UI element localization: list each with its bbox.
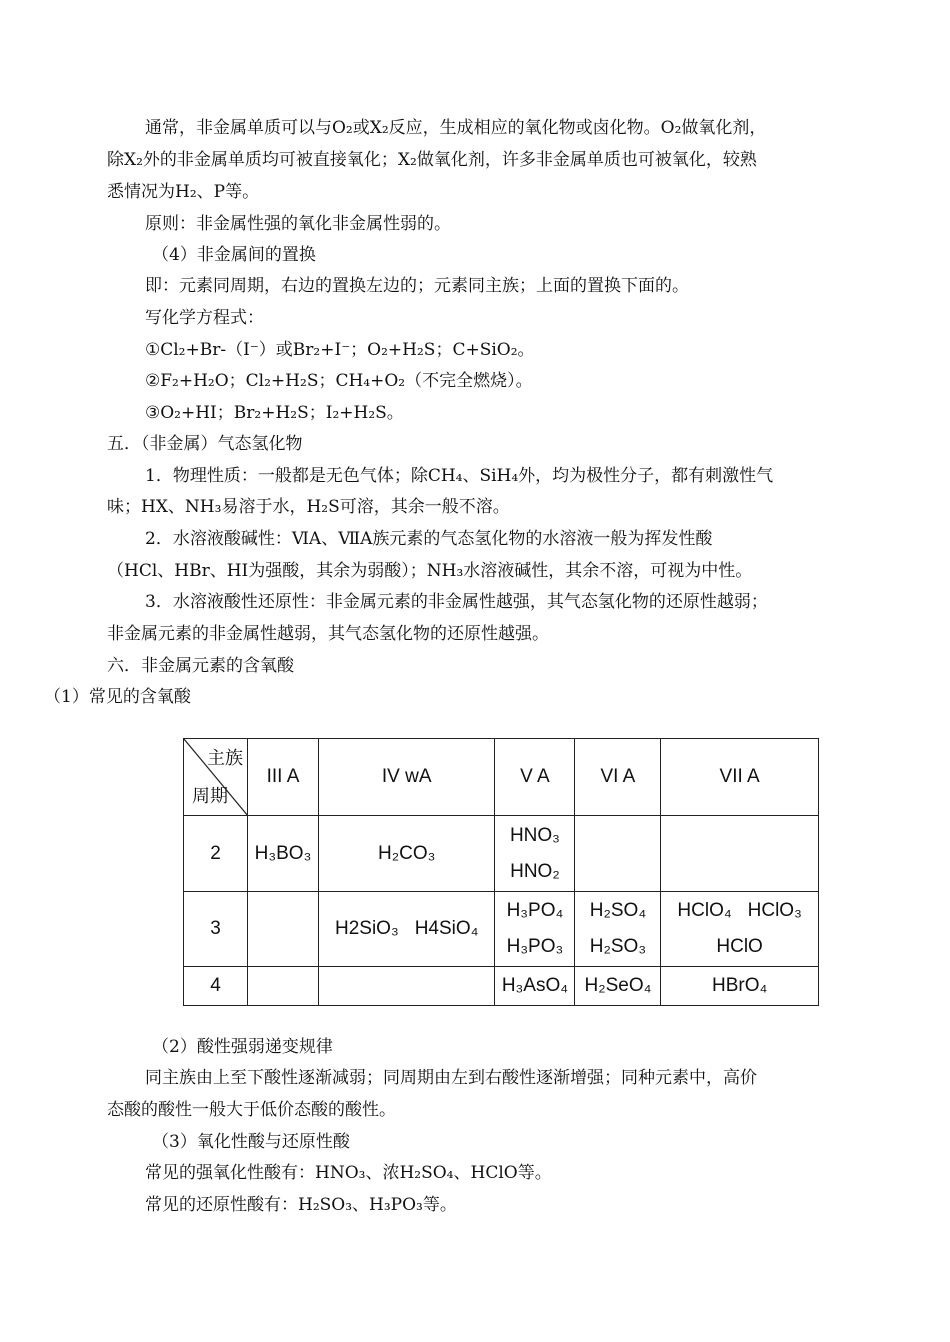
acid-cell-empty [248, 892, 319, 967]
subsection-heading: （2）酸性强弱递变规律 [152, 1037, 333, 1057]
paragraph-line: 同主族由上至下酸性逐渐减弱；同周期由左到右酸性逐渐增强；同种元素中，高价 [145, 1068, 757, 1088]
acid-formula: H₂SO₄ [589, 900, 647, 921]
column-header: V A [495, 739, 575, 816]
acid-cell [319, 892, 495, 967]
acid-formula: HClO₄ [677, 900, 732, 921]
table-header-row [184, 739, 819, 816]
acid-formula: H₃BO₃ [254, 842, 312, 864]
paragraph-line: 常见的强氧化性酸有：HNO₃、浓H₂SO₄、HClO等。 [145, 1163, 552, 1183]
acid-formula: H₃PO₃ [506, 936, 564, 957]
rule-text: 即：元素同周期，右边的置换左边的；元素同主族；上面的置换下面的。 [145, 276, 689, 296]
acid-formula: H2SiO₃ [335, 918, 399, 939]
period-cell: 3 [184, 892, 248, 967]
acid-formula: H4SiO₄ [414, 918, 479, 939]
column-header: VI A [575, 739, 661, 816]
acid-cell [661, 892, 818, 967]
equation-line: ③O₂+HI；Br₂+H₂S；I₂+H₂S。 [145, 403, 404, 423]
instruction-text: 写化学方程式： [145, 308, 264, 328]
section-heading: 五．（非金属）气态氢化物 [107, 434, 303, 454]
section-heading: （4）非金属间的置换 [152, 245, 316, 265]
acid-cell [495, 892, 575, 967]
paragraph-line: 非金属元素的非金属性越弱，其气态氢化物的还原性越强。 [107, 624, 549, 644]
acid-formula: HClO₃ [747, 900, 802, 921]
period-cell: 2 [184, 816, 248, 892]
table-row [184, 967, 819, 1006]
group-label: 主族 [207, 748, 243, 768]
period-label: 周期 [192, 786, 228, 806]
acid-formula: H₂SeO₄ [584, 975, 652, 996]
column-header: III A [248, 739, 319, 816]
paragraph-line: 常见的还原性酸有：H₂SO₃、H₃PO₃等。 [145, 1195, 457, 1215]
column-header: VII A [661, 739, 818, 816]
acid-cell [248, 816, 319, 892]
section-heading: 六．非金属元素的含氧酸 [107, 656, 294, 676]
acid-formula: H₃PO₄ [506, 900, 564, 921]
paragraph-line: 3．水溶液酸性还原性：非金属元素的非金属性越强，其气态氢化物的还原性越弱； [145, 592, 768, 612]
paragraph-line: 悉情况为H₂、P等。 [107, 182, 260, 202]
acid-cell [495, 967, 575, 1006]
column-header: IV wA [319, 739, 495, 816]
acid-formula: HNO₂ [510, 860, 560, 882]
table-row [184, 892, 819, 967]
acid-cell-empty [319, 967, 495, 1006]
equation-line: ①Cl₂+Br-（I⁻）或Br₂+I⁻；O₂+H₂S；C+SiO₂。 [145, 340, 535, 360]
acid-cell [575, 967, 661, 1006]
acid-formula: H₂CO₃ [378, 842, 436, 864]
subsection-heading: （3）氧化性酸与还原性酸 [152, 1132, 350, 1152]
acid-formula: HClO [716, 936, 763, 957]
paragraph-line: 2．水溶液酸碱性：ⅥA、ⅦA族元素的气态氢化物的水溶液一般为挥发性酸 [145, 529, 713, 549]
acid-formula: H₂SO₃ [589, 936, 647, 957]
table-row [184, 816, 819, 892]
paragraph-line: 味；HX、NH₃易溶于水，H₂S可溶，其余一般不溶。 [107, 497, 510, 517]
acid-cell [495, 816, 575, 892]
acid-cell [575, 892, 661, 967]
table-corner-cell [184, 739, 248, 816]
equation-line: ②F₂+H₂O；Cl₂+H₂S；CH₄+O₂（不完全燃烧）。 [145, 371, 533, 391]
acid-cell [319, 816, 495, 892]
paragraph-line: 除X₂外的非金属单质均可被直接氧化；X₂做氧化剂，许多非金属单质也可被氧化，较熟 [107, 150, 757, 170]
period-cell: 4 [184, 967, 248, 1006]
acid-formula: HNO₃ [509, 824, 560, 846]
paragraph-line: 1．物理性质：一般都是无色气体；除CH₄、SiH₄外，均为极性分子，都有刺激性气 [145, 466, 774, 486]
acid-cell-empty [661, 816, 818, 892]
acid-cell [661, 967, 818, 1006]
acid-cell-empty [248, 967, 319, 1006]
paragraph-line: （HCl、HBr、HI为强酸，其余为弱酸）；NH₃水溶液碱性，其余不溶，可视为中性。 [107, 561, 753, 581]
oxyacid-table [183, 738, 819, 1006]
acid-formula: H₃AsO₄ [501, 975, 568, 996]
acid-formula: HBrO₄ [711, 975, 768, 996]
paragraph-line: 态酸的酸性一般大于低价态酸的酸性。 [107, 1100, 396, 1120]
acid-cell-empty [575, 816, 661, 892]
subsection-heading: （1）常见的含氧酸 [44, 687, 191, 707]
principle-text: 原则：非金属性强的氧化非金属性弱的。 [145, 214, 451, 234]
paragraph-line: 通常，非金属单质可以与O₂或X₂反应，生成相应的氧化物或卤化物。O₂做氧化剂， [145, 118, 767, 138]
